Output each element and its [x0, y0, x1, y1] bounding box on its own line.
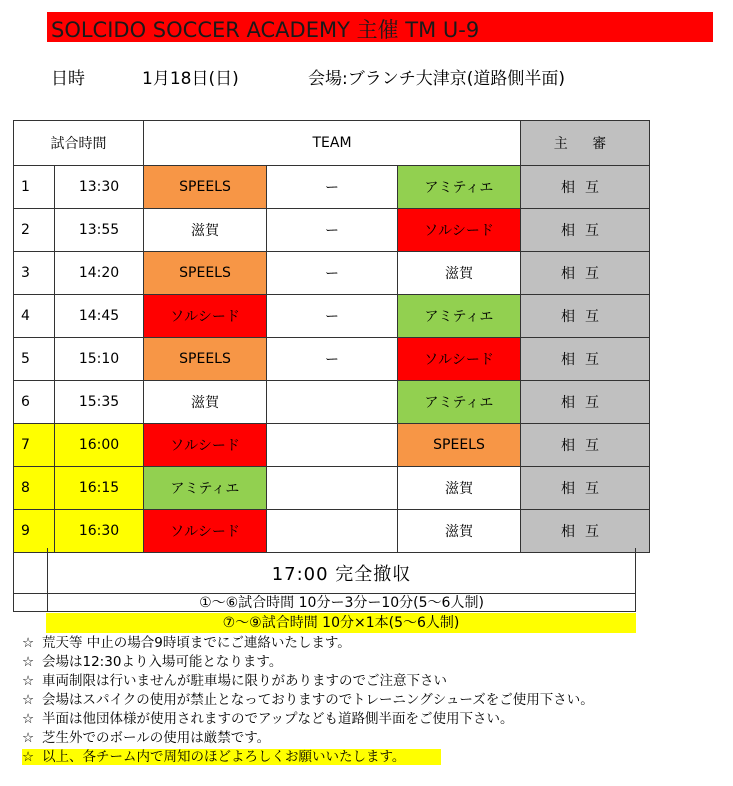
versus-mark: ー: [267, 166, 398, 209]
match-time: 16:15: [55, 467, 144, 510]
page-title: SOLCIDO SOCCER ACADEMY 主催 TM U-9: [51, 18, 480, 42]
match-number: 5: [14, 338, 55, 381]
note-item: [22, 653, 594, 672]
versus-mark: [267, 467, 398, 510]
note-text: 芝生外でのボールの使用は厳禁です。: [42, 730, 271, 746]
notes-list: [22, 634, 594, 767]
note-item: [22, 672, 594, 691]
match-time: 15:10: [55, 338, 144, 381]
away-team: ソルシード: [398, 209, 521, 252]
match-time: 15:35: [55, 381, 144, 424]
rule-row-1: [13, 594, 636, 612]
note-text: 半面は他団体様が使用されますのでアップなども道路側半面をご使用下さい。: [42, 711, 514, 727]
referee: 相互: [521, 209, 650, 252]
star-icon: ☆: [22, 692, 35, 708]
note-text: 会場は12:30より入場可能となります。: [42, 654, 283, 670]
match-time: 13:30: [55, 166, 144, 209]
away-team: ソルシード: [398, 338, 521, 381]
star-icon: ☆: [22, 711, 35, 727]
away-team: 滋賀: [398, 467, 521, 510]
versus-mark: ー: [267, 295, 398, 338]
note-item: [22, 634, 594, 653]
star-icon: ☆: [22, 673, 35, 689]
table-row: [14, 252, 650, 295]
referee: 相互: [521, 510, 650, 553]
match-number: 2: [14, 209, 55, 252]
versus-mark: ー: [267, 209, 398, 252]
match-number: 1: [14, 166, 55, 209]
referee: 相互: [521, 252, 650, 295]
home-team: ソルシード: [144, 510, 267, 553]
table-header-row: [14, 121, 650, 166]
referee: 相互: [521, 424, 650, 467]
referee: 相互: [521, 381, 650, 424]
note-text: 以上、各チーム内で周知のほどよろしくお願いいたします。: [42, 749, 406, 765]
match-number: 6: [14, 381, 55, 424]
referee: 相互: [521, 166, 650, 209]
match-number: 4: [14, 295, 55, 338]
table-row: [14, 338, 650, 381]
away-team: SPEELS: [398, 424, 521, 467]
home-team: アミティエ: [144, 467, 267, 510]
match-number: 9: [14, 510, 55, 553]
schedule-table: [13, 120, 650, 553]
away-team: アミティエ: [398, 166, 521, 209]
table-row: [14, 166, 650, 209]
table-row: [14, 510, 650, 553]
versus-mark: ー: [267, 252, 398, 295]
note-item: [22, 748, 594, 767]
title-banner: [47, 12, 713, 42]
referee: 相互: [521, 338, 650, 381]
table-row: [14, 295, 650, 338]
home-team: 滋賀: [144, 209, 267, 252]
star-icon: ☆: [22, 730, 35, 746]
table-row: [14, 381, 650, 424]
home-team: ソルシード: [144, 295, 267, 338]
match-time: 13:55: [55, 209, 144, 252]
header-team: TEAM: [144, 121, 521, 166]
table-row: [14, 467, 650, 510]
rule-1-text: ①〜⑥試合時間 10分ー3分ー10分(5〜6人制): [47, 594, 635, 611]
date-value: 1月18日(日): [142, 69, 239, 89]
star-icon: ☆: [22, 635, 35, 651]
star-icon: ☆: [22, 654, 35, 670]
versus-mark: [267, 424, 398, 467]
home-team: ソルシード: [144, 424, 267, 467]
away-team: 滋賀: [398, 510, 521, 553]
referee: 相互: [521, 295, 650, 338]
match-time: 16:30: [55, 510, 144, 553]
match-time: 16:00: [55, 424, 144, 467]
star-icon: ☆: [22, 749, 35, 765]
versus-mark: ー: [267, 338, 398, 381]
away-team: アミティエ: [398, 381, 521, 424]
versus-mark: [267, 381, 398, 424]
note-text: 会場はスパイクの使用が禁止となっておりますのでトレーニングシューズをご使用下さい。: [42, 692, 594, 708]
note-text: 荒天等 中止の場合9時頃までにご連絡いたします。: [42, 635, 351, 651]
home-team: 滋賀: [144, 381, 267, 424]
match-number: 8: [14, 467, 55, 510]
table-row: [14, 209, 650, 252]
home-team: SPEELS: [144, 338, 267, 381]
table-row: [14, 424, 650, 467]
rule-2-text: ⑦〜⑨試合時間 10分×1本(5〜6人制): [46, 613, 636, 633]
header-referee: 主 審: [521, 121, 650, 166]
note-item: [22, 729, 594, 748]
match-time: 14:20: [55, 252, 144, 295]
match-number: 7: [14, 424, 55, 467]
home-team: SPEELS: [144, 166, 267, 209]
close-time-row: [13, 548, 636, 594]
match-time: 14:45: [55, 295, 144, 338]
match-number: 3: [14, 252, 55, 295]
referee: 相互: [521, 467, 650, 510]
header-time: 試合時間: [14, 121, 144, 166]
versus-mark: [267, 510, 398, 553]
home-team: SPEELS: [144, 252, 267, 295]
note-text: 車両制限は行いませんが駐車場に限りがありますのでご注意下さい: [42, 673, 447, 689]
note-item: [22, 691, 594, 710]
away-team: 滋賀: [398, 252, 521, 295]
close-time: 17:00 完全撤収: [271, 564, 412, 585]
venue-text: 会場:ブランチ大津京(道路側半面): [308, 69, 565, 89]
note-item: [22, 710, 594, 729]
date-label: 日時: [51, 69, 85, 89]
away-team: アミティエ: [398, 295, 521, 338]
